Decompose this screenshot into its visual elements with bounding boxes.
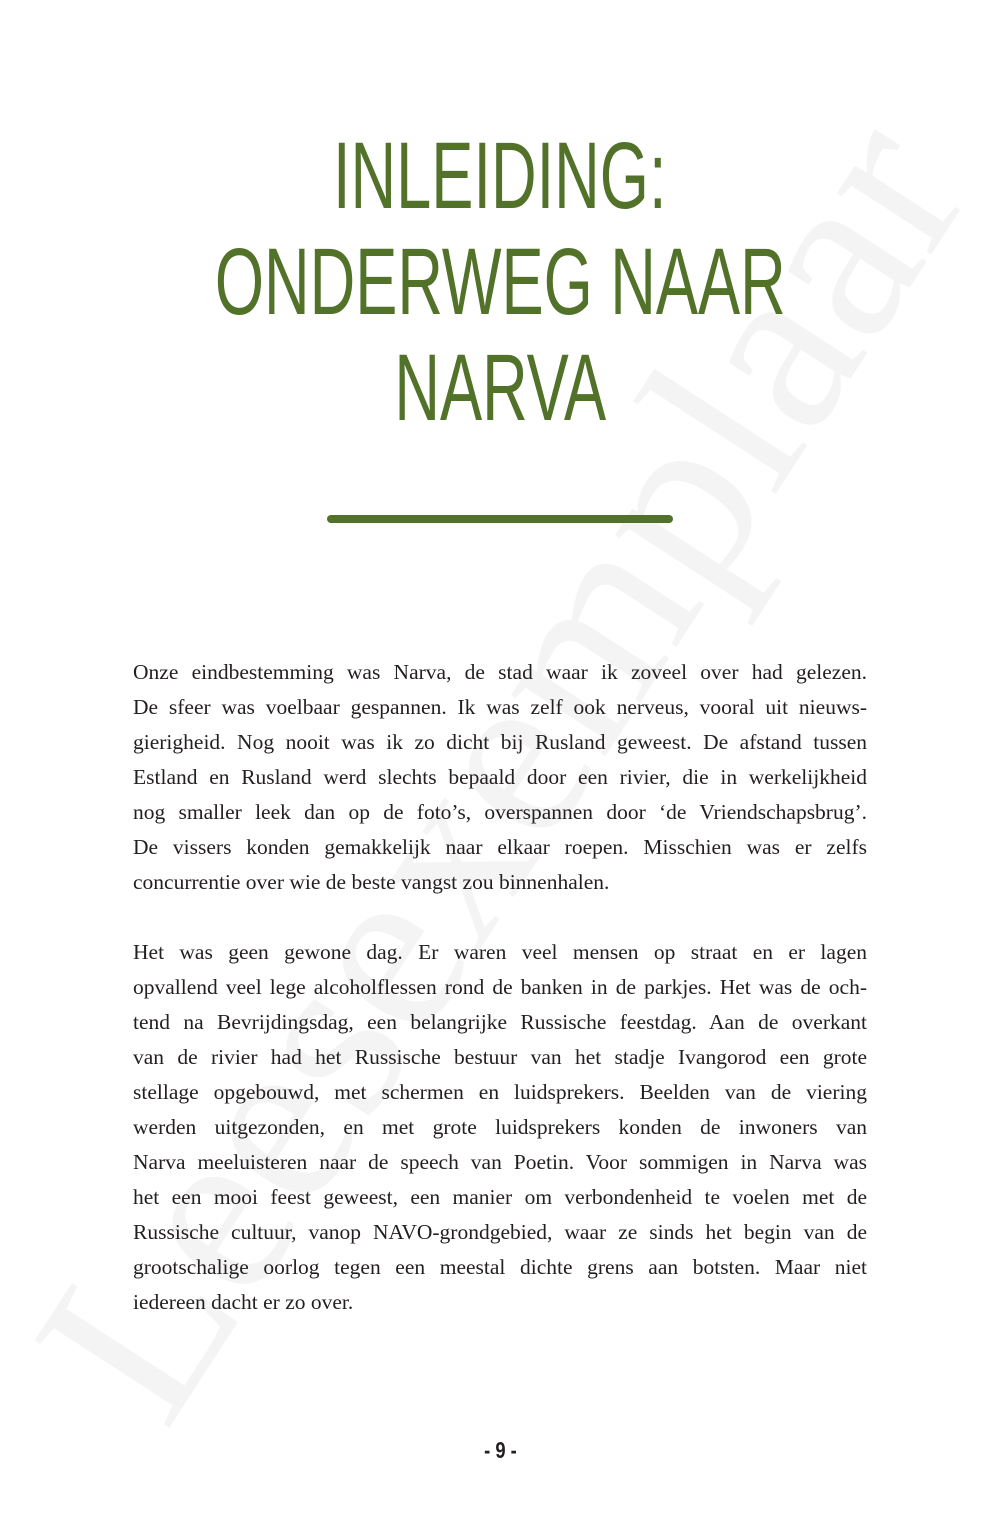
paragraph bbox=[133, 935, 867, 1320]
text-line: werden uitgezonden, en met grote luidsprekers konden de inwoners van bbox=[133, 1115, 867, 1139]
text-line: Russische cultuur, vanop NAVO-grondgebied, waar ze sinds het begin van de bbox=[133, 1220, 867, 1244]
text-line: Estland en Rusland werd slechts bepaald door een rivier, die in werkelijkheid bbox=[133, 765, 867, 789]
text-line: het een mooi feest geweest, een manier om verbondenheid te voelen met de bbox=[133, 1185, 867, 1209]
paragraph bbox=[133, 655, 867, 900]
text-line: Onze eindbestemming was Narva, de stad waar ik zoveel over had gelezen. bbox=[133, 660, 867, 684]
text-line: concurrentie over wie de beste vangst zou binnenhalen. bbox=[133, 870, 610, 894]
text-line: grootschalige oorlog tegen een meestal dichte grens aan botsten. Maar niet bbox=[133, 1255, 867, 1279]
chapter-title-line: ONDERWEG NAAR bbox=[214, 229, 786, 335]
text-line: iedereen dacht er zo over. bbox=[133, 1290, 354, 1314]
page-number: - 9 - bbox=[483, 1437, 517, 1463]
chapter-title bbox=[0, 123, 1000, 441]
chapter-title-line: INLEIDING: bbox=[333, 123, 667, 229]
text-line: De sfeer was voelbaar gespannen. Ik was zelf ook nerveus, vooral uit nieuws- bbox=[133, 695, 867, 719]
chapter-title-line: NARVA bbox=[394, 335, 606, 441]
body-text bbox=[133, 655, 867, 1355]
text-line: nog smaller leek dan op de foto’s, overspannen door ‘de Vriendschapsbrug’. bbox=[133, 800, 867, 824]
text-line: stellage opgebouwd, met schermen en luidsprekers. Beelden van de viering bbox=[133, 1080, 867, 1104]
text-line: Het was geen gewone dag. Er waren veel mensen op straat en er lagen bbox=[133, 940, 867, 964]
title-divider bbox=[327, 515, 673, 523]
text-line: gierigheid. Nog nooit was ik zo dicht bij Rusland geweest. De afstand tussen bbox=[133, 730, 867, 754]
text-line: Narva meeluisteren naar de speech van Poetin. Voor sommigen in Narva was bbox=[133, 1150, 867, 1174]
text-line: van de rivier had het Russische bestuur van het stadje Ivangorod een grote bbox=[133, 1045, 867, 1069]
text-line: opvallend veel lege alcoholflessen rond de banken in de parkjes. Het was de och- bbox=[133, 975, 867, 999]
text-line: tend na Bevrijdingsdag, een belangrijke Russische feestdag. Aan de overkant bbox=[133, 1010, 867, 1034]
text-line: De vissers konden gemakkelijk naar elkaar roepen. Misschien was er zelfs bbox=[133, 835, 867, 859]
